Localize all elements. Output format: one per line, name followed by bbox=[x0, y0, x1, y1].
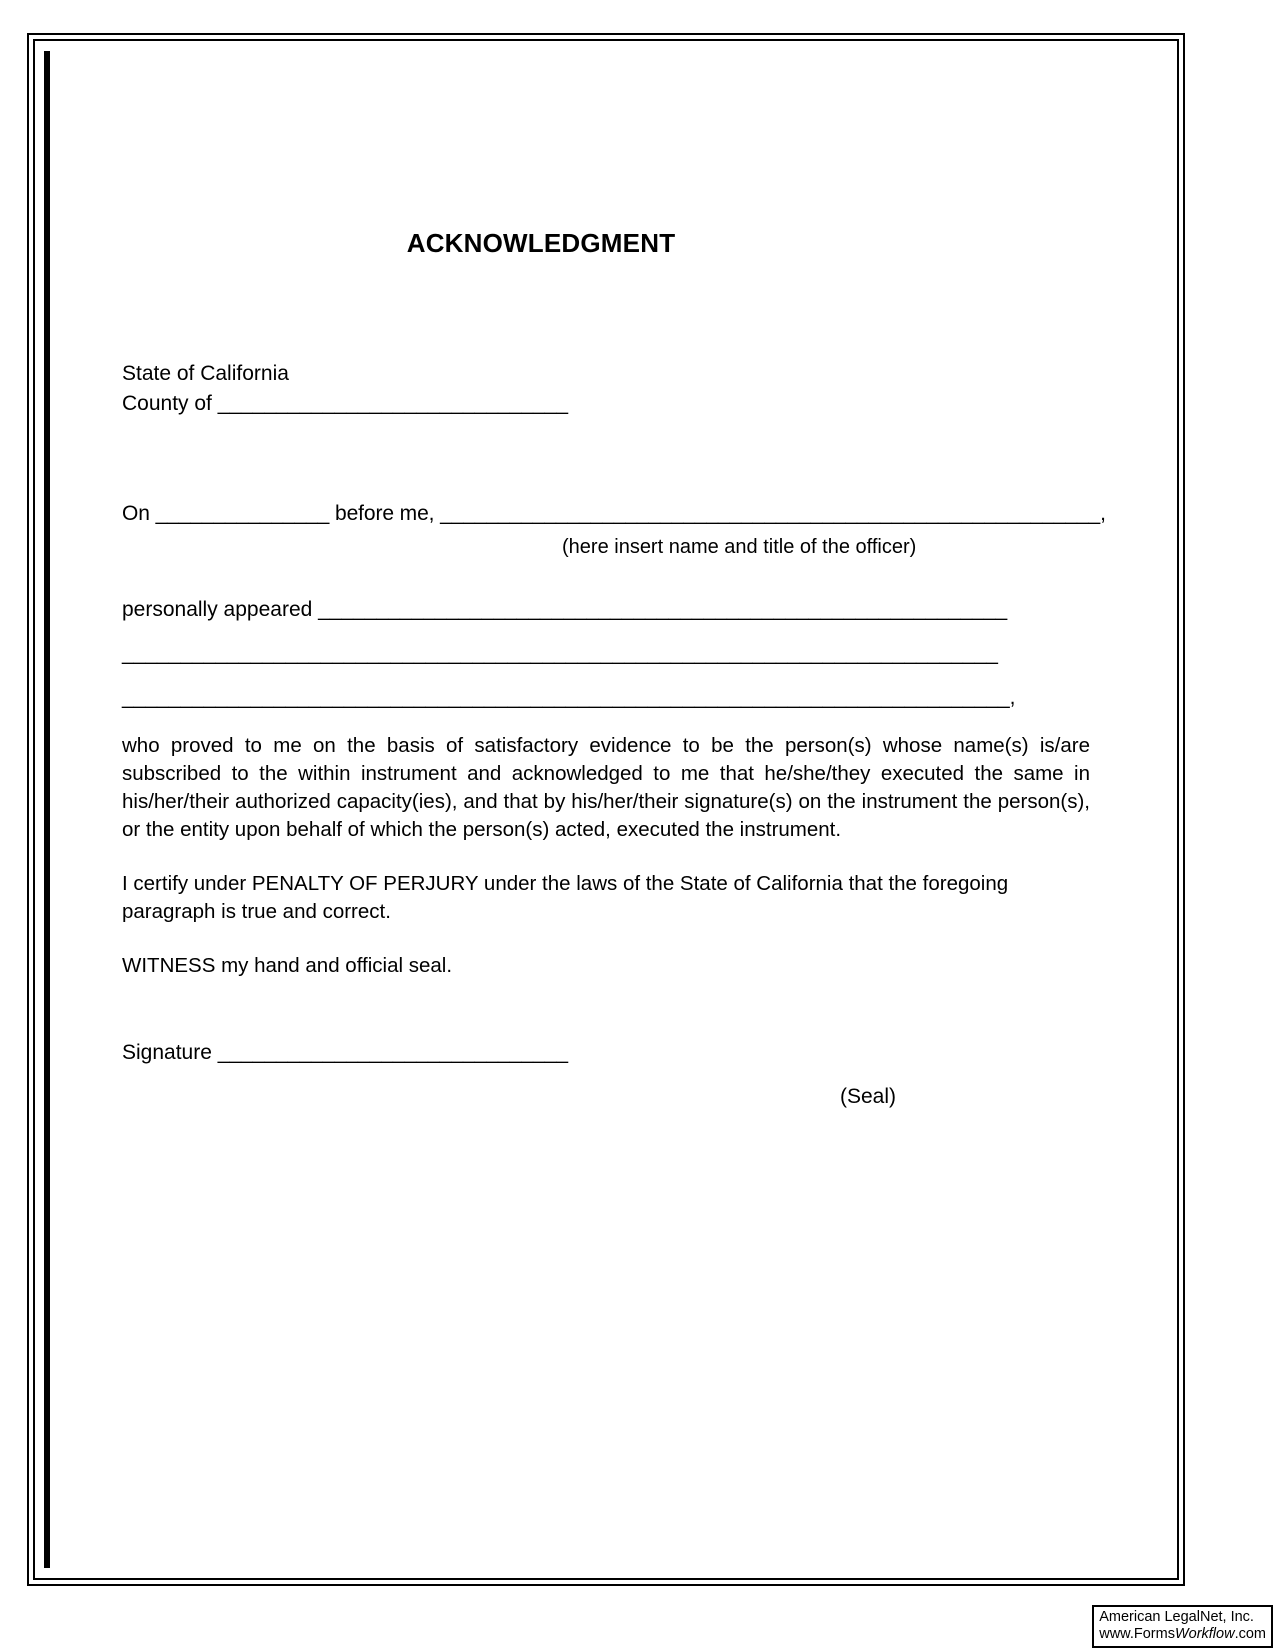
page-spine-band bbox=[44, 51, 50, 1568]
officer-blank-field[interactable]: _________________________________________________________, bbox=[440, 502, 1106, 525]
publisher-stamp bbox=[1092, 1605, 1273, 1648]
page-title: ACKNOWLEDGMENT bbox=[406, 228, 676, 258]
signature-block bbox=[122, 1038, 1090, 1112]
acknowledgment-body-paragraph: who proved to me on the basis of satisfactory evidence to be the person(s) whose name(s) is/are subscribed to the within instrument and acknowledged to me that he/she/they executed the same in his/her/their authorized capacity(ies), and that by his/her/their signature(s) on the instrument the person(s), or the entity upon behalf of which the person(s) acted, executed the instrument. bbox=[122, 734, 1090, 841]
signature-line bbox=[122, 1038, 1090, 1068]
county-label: County of bbox=[122, 392, 218, 415]
name-continuation-blank-1[interactable]: ___________________________________________________________________________ bbox=[122, 642, 998, 665]
witness-paragraph: WITNESS my hand and official seal. bbox=[122, 954, 453, 977]
signature-blank-field[interactable]: ______________________________ bbox=[217, 1041, 569, 1064]
personally-appeared-block bbox=[122, 588, 1090, 720]
seal-label: (Seal) bbox=[840, 1085, 897, 1108]
publisher-url-suffix: .com bbox=[1234, 1626, 1266, 1642]
document-content bbox=[122, 60, 1106, 1112]
publisher-url bbox=[1099, 1626, 1266, 1643]
venue-block bbox=[122, 359, 1090, 419]
state-line: State of California bbox=[122, 362, 289, 385]
appearance-block bbox=[122, 499, 1106, 562]
county-blank-field[interactable]: ______________________________ bbox=[217, 392, 569, 415]
personally-appeared-line bbox=[122, 588, 1090, 632]
perjury-certification-paragraph: I certify under PENALTY OF PERJURY under the laws of the State of California that the foregoing paragraph is true and correct. bbox=[122, 872, 1009, 923]
publisher-url-prefix: www.Forms bbox=[1099, 1626, 1175, 1642]
personally-appeared-label: personally appeared bbox=[122, 598, 319, 621]
signature-label: Signature bbox=[122, 1041, 218, 1064]
on-before-me-line bbox=[122, 499, 1106, 529]
publisher-company: American LegalNet, Inc. bbox=[1099, 1609, 1254, 1625]
date-blank-field[interactable]: _______________ bbox=[155, 502, 330, 525]
personally-appeared-blank-field[interactable]: ___________________________________________________________ bbox=[318, 598, 1008, 621]
officer-caption: (here insert name and title of the officer) bbox=[562, 536, 917, 558]
name-continuation-blank-2[interactable]: ____________________________________________________________________________, bbox=[122, 686, 1016, 709]
publisher-url-italic: Workflow bbox=[1174, 1626, 1235, 1642]
county-line bbox=[122, 389, 1090, 419]
before-me-label: before me, bbox=[329, 502, 441, 525]
on-label: On bbox=[122, 502, 156, 525]
